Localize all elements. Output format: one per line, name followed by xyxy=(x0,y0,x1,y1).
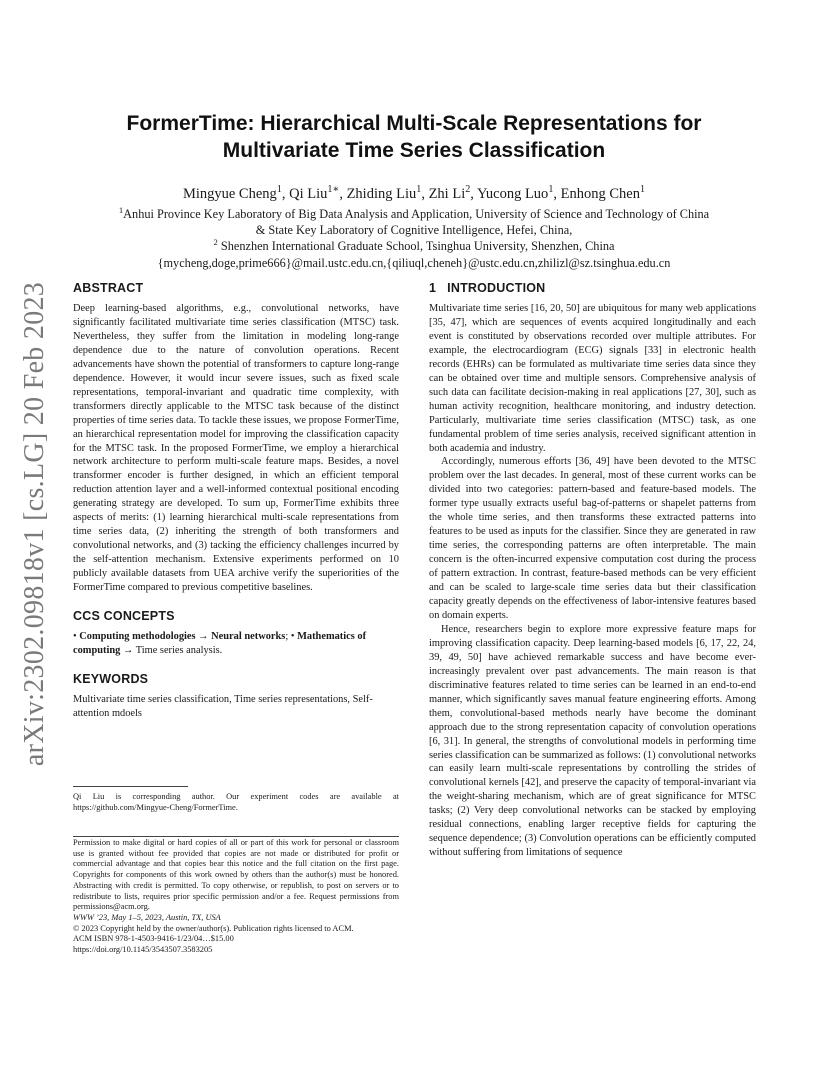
permission-rule xyxy=(73,836,399,837)
keywords-heading: KEYWORDS xyxy=(73,671,149,686)
paper-title xyxy=(60,110,768,164)
keywords-text: Multivariate time series classification, Time series representations, Self-attention mdoels xyxy=(73,693,373,719)
corresponding-author-footnote: Qi Liu is corresponding author. Our experiment codes are available at https://github.com/Mingyue-Cheng/FormerTime. xyxy=(73,792,399,812)
intro-paragraph-3: Hence, researchers begin to explore more expressive feature maps for improving classification capacity. Deep learning-based models [6, 17, 22, 24, 39, 49, 50] have achieved remarkable success and have become ever-increasingly prevalent over past advancements. The main reason is that discriminative features related to time series can be learned in an end-to-end manner, which significantly saves manual feature engineering efforts. Among them, convolutional-based methods nearly have become the dominant approach due to the strong representation capacity of convolution operations [6, 31]. In general, the strengths of convolutional models in performing time series classification can be summarized as follows: (1) convolutional networks can easily learn multi-scale representations by controlling the strides of convolutional kernels [42], and preserve the capacity of temporal-invariant via the weight-sharing mechanism, which are of great significance for MTSC tasks; (2) Very deep convolutional networks can be stacked by employing residual connections, enabling larger receptive fields for capturing the sequence dependence; (3) Convolution operations can be efficiently computed without suffering from limitations of sequence xyxy=(429,623,756,859)
author: Enhong Chen$^1$ xyxy=(560,184,646,202)
author: Mingyue Cheng$^1$, xyxy=(182,184,290,202)
author: Yucong Luo$^1$, xyxy=(477,184,561,202)
venue-line: WWW ’23, May 1–5, 2023, Austin, TX, USA xyxy=(73,912,221,922)
right-column xyxy=(429,280,756,860)
affiliation-1-cont: & State Key Laboratory of Cognitive Intelligence, Hefei, China, xyxy=(255,223,573,238)
footnote-rule xyxy=(73,786,188,787)
affiliations xyxy=(60,206,768,271)
introduction-heading: 1 INTRODUCTION xyxy=(429,281,546,295)
arxiv-stamp xyxy=(18,281,52,767)
intro-paragraph-1: Multivariate time series [16, 20, 50] are ubiquitous for many web applications [35, 47], which are sequences of events acquired longitudinally and each event is constituted by observations recorded over multiple attributes. For example, the electrocardiogram (ECG) signals [33] in electronic health records (EHRs) can be formulated as multivariate time series data since they can be obtained over time and multiple sensors. Comprehensive analysis of such data can facilitate decision-making in real applications [27, 30], such as human activity recognition, healthcare monitoring, and industry detection. Particularly, multivariate time series classification (MTSC) task, as one fundamental problem of time series analysis, received significant attention in both academia and industry. xyxy=(429,303,756,454)
abstract-heading: ABSTRACT xyxy=(73,281,144,295)
affiliation-2: $^2$ Shenzhen International Graduate School, Tsinghua University, Shenzhen, China xyxy=(213,237,615,254)
title-line-1: FormerTime: Hierarchical Multi-Scale Representations for xyxy=(126,112,702,135)
ccs-concepts: • Computing methodologies → Neural networks; • Mathematics of computing → Time series analysis. xyxy=(73,631,367,656)
permission-block xyxy=(73,838,399,956)
permission-text: Permission to make digital or hard copies of all or part of this work for personal or classroom use is granted without fee provided that copies are not made or distributed for profit or commercial advantage and that copies bear this notice and the full citation on the first page. Copyrights for components of this work owned by others than the author(s) must be honored. Abstracting with credit is permitted. To copy otherwise, or republish, to post on servers or to redistribute to lists, requires prior specific permission and/or a fee. Request permissions from permissions@acm.org. xyxy=(73,838,399,912)
author: Zhiding Liu$^1$, xyxy=(346,184,429,202)
ccs-heading: CCS CONCEPTS xyxy=(73,609,175,624)
arxiv-stamp-text: arXiv:2302.09818v1 [cs.LG] 20 Feb 2023 xyxy=(19,281,51,767)
author: Zhi Li$^2$, xyxy=(428,184,478,202)
isbn-line: ACM ISBN 978-1-4503-9416-1/23/04…$15.00 xyxy=(73,934,234,944)
author-emails: {mycheng,doge,prime666}@mail.ustc.edu.cn,{qiliuql,cheneh}@ustc.edu.cn,zhilizl@sz.tsinghua.edu.cn xyxy=(157,255,671,270)
copyright-line: © 2023 Copyright held by the owner/author(s). Publication rights licensed to ACM. xyxy=(73,923,354,933)
title-line-2: Multivariate Time Series Classification xyxy=(222,139,606,162)
abstract-text: Deep learning-based algorithms, e.g., convolutional networks, have significantly facilitated multivariate time series classification (MTSC) task. Nevertheless, they suffer from the limitation in modeling long-range dependence due to the nature of convolution operations. Recent advancements have shown the potential of transformers to capture long-range dependence. However, it would incur severe issues, such as fixed scale representations, temporal-invariant and quadratic time complexity, with transformers directly applicable to the MTSC task because of the distinct properties of time series data. To tackle these issues, we propose FormerTime, an hierarchical representation model for improving the classification capacity for the MTSC task. In the proposed FormerTime, we employ a hierarchical network architecture to perform multi-scale feature maps. Besides, a novel transformer encoder is further designed, in which an efficient temporal reduction attention layer and a well-informed contextual positional encoding generating strategy are developed. To sum up, FormerTime exhibits three aspects of merits: (1) learning hierarchical multi-scale representations from time series data, (2) inheriting the strength of both transformers and convolutional networks, and (3) tacking the efficiency challenges incurred by the self-attention mechanism. Extensive experiments performed on 10 publicly available datasets from UEA archive verify the superiorities of the FormerTime compared to previous competitive baselines. xyxy=(73,303,399,594)
author-list xyxy=(60,185,768,203)
affiliation-1: $^1$Anhui Province Key Laboratory of Big Data Analysis and Application, University of Science and Technology of China xyxy=(118,204,710,221)
left-column xyxy=(73,280,399,721)
intro-paragraph-2: Accordingly, numerous efforts [36, 49] have been devoted to the MTSC problem over the last decades. In general, most of these current works can be divided into two categories: pattern-based and feature-based models. The former type usually extracts useful bag-of-patterns or shapelet patterns from the whole time series, and then transforms these extracted patterns into features to be used as inputs for the classifier. Since they are generated in raw time series, the corresponding patterns are often interpretable. The main concern is the often-incurred expensive computation cost during the process of pattern extraction. In contrast, feature-based methods can be very efficient and can be scaled to large-scale time series data but their classification capacity greatly depends on the effectiveness of labor-intensive features based on domain experts. xyxy=(429,456,756,621)
doi-link[interactable]: https://doi.org/10.1145/3543507.3583205 xyxy=(73,945,213,955)
author: Qi Liu$^{1∗}$, xyxy=(289,184,347,202)
